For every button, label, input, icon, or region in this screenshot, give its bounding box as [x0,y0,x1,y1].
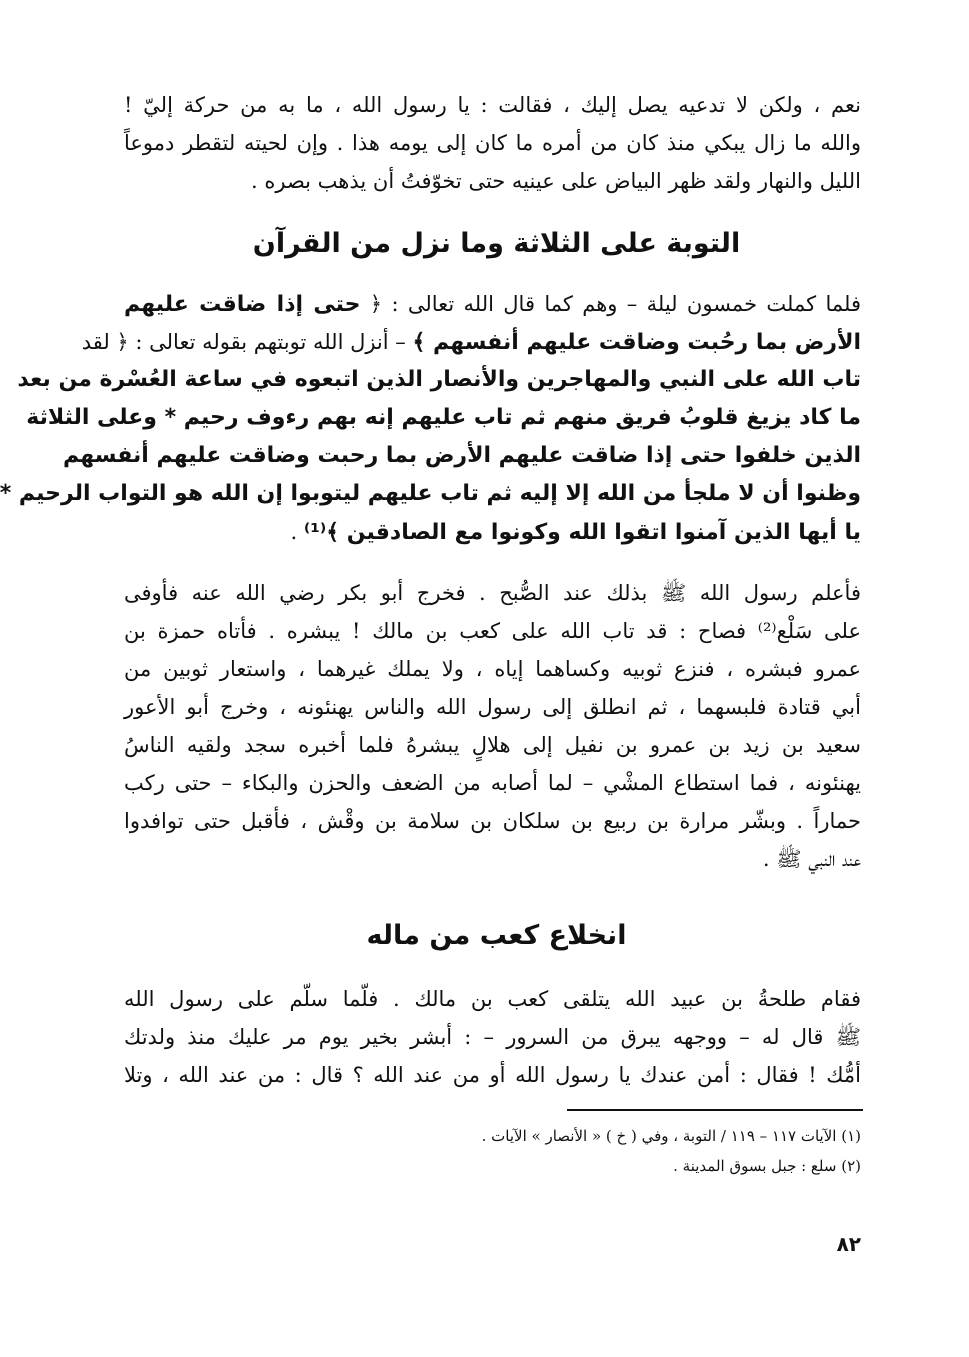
paragraph-line: عند النبي ﷺ . [762,847,861,871]
paragraph-line: يهنئونه ، فما استطاع المشْي – لما أصابه من الضعف والحزن والبكاء – حتى ركب [124,771,861,795]
quran-text: حتى إذا ضاقت عليهم [124,292,361,317]
verse-line [81,323,861,362]
paragraph-line: سعيد بن زيد بن عمرو بن نفيل إلى هلالٍ يبشرهُ فلما أخبره سجد ولقيه الناسُ [124,733,861,757]
line-text: – أنزل الله توبتهم بقوله تعالى : ﴿ لقد [81,330,413,354]
paragraph-line: ﷺ قال له – ووجهه يبرق من السرور – : أبشر بخير يوم مر عليك منذ ولدتك [124,1025,861,1049]
quran-text: وظنوا أن لا ملجأ من الله إلا إليه ثم تاب عليهم ليتوبوا إن الله هو التواب الرحيم * [0,481,861,506]
paragraph-line: أمُّك ! فقال : أمن عندك يا رسول الله أو من عند الله ؟ قال : من عند الله ، وتلا [124,1063,861,1087]
quran-text: تاب الله على النبي والمهاجرين والأنصار الذين اتبعوه في ساعة العُسْرة من بعد [17,367,861,392]
section-heading: التوبة على الثلاثة وما نزل من القرآن [252,228,741,259]
intro-line: نعم ، ولكن لا تدعيه يصل إليك ، فقالت : يا رسول الله ، ما به من حركة إليّ ! [124,93,861,117]
paragraph-line: عمرو فبشره ، فنزع ثوبيه وكساهما إياه ، ولا يملك غيرهما ، واستعار ثوبين من [124,657,861,681]
intro-line: والله ما زال يبكي منذ كان من أمره ما كان إلى يومه هذا . وإن لحيته لتقطر دموعاً [124,131,861,155]
footnote: (١) الآيات ١١٧ – ١١٩ / التوبة ، وفي ( خ ) « الأنصار » الآيات . [481,1127,861,1145]
paragraph-line: فقام طلحةُ بن عبيد الله يتلقى كعب بن مالك . فلّما سلّم على رسول الله [124,987,861,1011]
verse-line [124,285,861,324]
quran-text: ما كاد يزيغ قلوبُ فريق منهم ثم تاب عليهم إنه بهم رءوف رحيم * وعلى الثلاثة [26,405,861,430]
line-text: فلما كملت خمسون ليلة – وهم كما قال الله تعالى : ﴿ [360,292,861,316]
paragraph-line: على سَلْع⁽²⁾ فصاح : قد تاب الله على كعب بن مالك ! يبشره . فأتاه حمزة بن [124,619,861,643]
paragraph-line: أبي قتادة فلبسهما ، ثم انطلق إلى رسول الله والناس يهنئونه ، وخرج أبو الأعور [124,695,861,719]
section-heading: انخلاع كعب من ماله [366,920,627,951]
quran-text: الذين خلفوا حتى إذا ضاقت عليهم الأرض بما رحبت وضاقت عليهم أنفسهم [63,443,861,468]
verse-line [124,513,861,552]
quran-text: الأرض بما رحُبت وضاقت عليهم أنفسهم ﴾ [412,330,861,355]
footnote-divider [567,1109,863,1111]
quran-text: يا أيها الذين آمنوا اتقوا الله وكونوا مع الصادقين ﴾⁽¹⁾ [303,520,861,545]
line-text: . [290,520,304,544]
intro-line: الليل والنهار ولقد ظهر البياض على عينيه حتى تخوّفتُ أن يذهب بصره . [251,169,861,193]
page-number: ٨٢ [836,1232,861,1256]
footnote: (٢) سلع : جبل بسوق المدينة . [673,1157,861,1175]
paragraph-line: حماراً . وبشّر مرارة بن ربيع بن سلكان بن سلامة بن وقْش ، فأقبل حتى توافدوا [124,809,861,833]
paragraph-line: فأعلم رسول الله ﷺ بذلك عند الصُّبح . فخرج أبو بكر رضي الله عنه فأوفى [124,581,861,605]
